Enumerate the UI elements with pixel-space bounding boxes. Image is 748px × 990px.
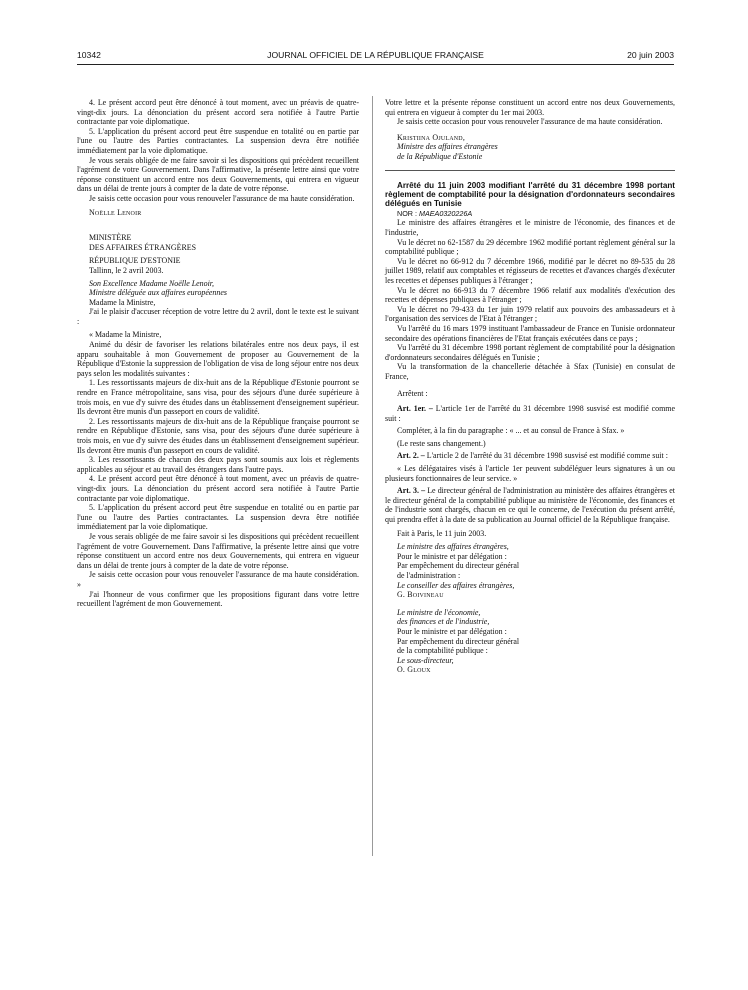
paragraph: 5. L'application du présent accord peut être suspendue en totalité ou en partie par l'une ou l'autre des Parties contractantes. La suspension devra être notifiée immédiatement par la voie diplomatique. — [77, 503, 359, 532]
ministry-block — [77, 233, 359, 266]
sig1-line3: Par empêchement du directeur général — [397, 561, 520, 571]
signature-lenoir: Noëlle Lenoir — [89, 207, 142, 217]
page-header — [77, 50, 674, 64]
journal-title: JOURNAL OFFICIEL DE LA RÉPUBLIQUE FRANÇAISE — [267, 50, 484, 60]
signature-title-1: Ministre des affaires étrangères — [397, 142, 498, 152]
republic-line: RÉPUBLIQUE D'ESTONIE — [89, 256, 181, 266]
paragraph: J'ai l'honneur de vous confirmer que les propositions figurant dans votre lettre recueillent l'agrément de mon Gouvernement. — [77, 589, 359, 609]
paragraph: Je saisis cette occasion pour vous renouveler l'assurance de ma haute considération. » — [77, 570, 359, 589]
paragraph: 2. Les ressortissants majeurs de dix-huit ans de la République française pourront se rendre en République d'Estonie, sans visa, pour des séjours d'une durée supérieure à trois mois, en vue d'y suivre des études dans un établissement d'enseignement supérieur. Ils devront être munis d'un passeport en cours de validité. — [77, 416, 359, 455]
estonia-signature — [385, 133, 675, 162]
signature-title-2: de la République d'Estonie — [397, 151, 483, 161]
paragraph: Je vous serais obligée de me faire savoir si les dispositions qui précèdent recueillent l'agrément de votre Gouvernement. Dans l'affirmative, la présente lettre ainsi que votre réponse constituent un accord entre nos deux Gouvernements, qui entrera en vigueur dans un délai de trente jours à compter de la date de votre réponse. — [77, 531, 359, 570]
sig1-line1: Le ministre des affaires étrangères, — [397, 542, 509, 552]
paragraph: Je saisis cette occasion pour vous renouveler l'assurance de ma haute considération. — [397, 117, 663, 127]
paragraph: Animé du désir de favoriser les relations bilatérales entre nos deux pays, il est apparu souhaitable à mon Gouvernement de proposer au Gouvernement de la République d'Estonie la suppression de l'obligation de visa de long séjour entre nos deux pays selon les modalités suivantes : — [77, 340, 359, 378]
article-2-quote: « Les délégataires visés à l'article 1er peuvent subdéléguer leurs signatures à un ou plusieurs fonctionnaires de leur service. » — [385, 464, 675, 483]
issue-date: 20 juin 2003 — [627, 50, 674, 60]
article-1 — [385, 404, 675, 423]
visa: Vu la transformation de la chancellerie détachée à Sfax (Tunisie) en consulat de France, — [385, 362, 675, 381]
visa: Le ministre des affaires étrangères et le ministre de l'économie, des finances et de l'industrie, — [385, 218, 675, 237]
article-3 — [385, 486, 675, 524]
left-column — [77, 98, 359, 609]
sig1-line5: Le conseiller des affaires étrangères, — [397, 580, 515, 590]
visa: Vu le décret no 62-1587 du 29 décembre 1962 modifié portant règlement général sur la comptabilité publique ; — [385, 237, 675, 257]
sig2-line1: Le ministre de l'économie, — [397, 607, 481, 617]
sig2-line4: Par empêchement du directeur général — [397, 636, 520, 646]
article-1-completer: Compléter, à la fin du paragraphe : « ... et au consul de France à Sfax. » — [397, 426, 625, 436]
fait-a-paris: Fait à Paris, le 11 juin 2003. — [397, 528, 487, 538]
sig2-line3: Pour le ministre et par délégation : — [397, 626, 507, 636]
sig1-line2: Pour le ministre et par délégation : — [397, 551, 507, 561]
paragraph: J'ai le plaisir d'accuser réception de votre lettre du 2 avril, dont le texte est le suivant : — [77, 307, 359, 326]
quoted-salutation: « Madame la Ministre, — [89, 330, 162, 340]
arrete-title: Arrêté du 11 juin 2003 modifiant l'arrêté du 31 décembre 1998 portant règlement de comptabilité pour la désignation d'ordonnateurs secondaires délégués en Tunisie — [385, 180, 675, 209]
section-separator — [385, 170, 675, 171]
article-2-text: L'article 2 de l'arrêté du 31 décembre 1998 susvisé est modifié comme suit : — [426, 451, 668, 461]
signature-name: Kristiina Ojuland, — [397, 132, 466, 142]
paragraph: 1. Les ressortissants majeurs de dix-huit ans de la République d'Estonie pourront se rendre en France métropolitaine, sans visa, pour des séjours d'une durée supérieure à trois mois, en vue d'y suivre des études dans un établissement d'enseignement supérieur. Ils devront être munis d'un passeport en cours de validité. — [77, 378, 359, 417]
visa: Vu le décret no 79-433 du 1er juin 1979 relatif aux pouvoirs des ambassadeurs et à l'organisation des services de l'Etat à l'étranger ; — [385, 304, 675, 324]
visa: Vu l'arrêté du 31 décembre 1998 portant règlement de comptabilité pour la désignation d'ordonnateurs secondaires délégués en Tunisie ; — [385, 343, 675, 362]
arretent: Arrêtent : — [397, 389, 428, 399]
visa: Vu le décret no 66-912 du 7 décembre 1966, modifié par le décret no 89-535 du 28 juillet 1989, relatif aux comptables et régisseurs de recettes et d'avances chargés d'exécuter les recettes et dépenses publiques à l'étranger ; — [385, 256, 675, 285]
paragraph: Je vous serais obligée de me faire savoir si les dispositions qui précèdent recueillent l'agrément de votre Gouvernement. Dans l'affirmative, la présente lettre ainsi que votre réponse constituent un accord entre nos deux Gouvernements, qui entrera en vigueur dans un délai de trente jours à compter de la date de votre réponse. — [77, 155, 359, 194]
article-3-label: Art. 3. – — [397, 486, 426, 496]
article-1-reste: (Le reste sans changement.) — [397, 438, 486, 448]
sig2-line2: des finances et de l'industrie, — [397, 617, 490, 627]
right-column — [385, 98, 675, 675]
ministry-line-1: MINISTÈRE — [89, 233, 132, 243]
signature-block-foreign-affairs — [385, 542, 675, 600]
article-1-text: L'article 1er de l'arrêté du 31 décembre 1998 susvisé est modifié comme suit : — [385, 404, 675, 423]
header-rule — [77, 64, 674, 65]
article-1-label: Art. 1er. – — [397, 404, 433, 414]
paragraph: 3. Les ressortissants de chacun des deux pays sont soumis aux lois et règlements applicables au séjour et au travail des étrangers dans l'autre pays. — [77, 455, 359, 474]
addressee-line-1: Son Excellence Madame Noëlle Lenoir, — [89, 278, 214, 288]
paragraph: Je saisis cette occasion pour vous renouveler l'assurance de ma haute considération. — [89, 193, 355, 203]
nor-code: MAEA0320226A — [418, 208, 473, 218]
visa: Vu le décret no 66-913 du 7 décembre 1966 relatif aux modalités d'exécution des recettes et dépenses publiques à l'étranger ; — [385, 285, 675, 305]
paragraph: 4. Le présent accord peut être dénoncé à tout moment, avec un préavis de quatre-vingt-dix jours. La dénonciation du présent accord sera notifiée à l'autre Partie contractante par voie diplomatique. — [77, 98, 359, 127]
article-2 — [385, 451, 675, 461]
paragraph: 5. L'application du présent accord peut être suspendue en totalité ou en partie par l'une ou l'autre des Parties contractantes. La suspension devra être notifiée immédiatement par la voie diplomatique. — [77, 126, 359, 155]
signature-block-economy — [385, 608, 545, 675]
ministry-line-2: DES AFFAIRES ÉTRANGÈRES — [89, 242, 197, 252]
column-divider — [372, 96, 373, 856]
salutation: Madame la Ministre, — [89, 297, 156, 307]
sig2-line6: Le sous-directeur, — [397, 655, 454, 665]
paragraph: 4. Le présent accord peut être dénoncé à tout moment, avec un préavis de quatre-vingt-dix jours. La dénonciation du présent accord sera notifiée à l'autre Partie contractante par voie diplomatique. — [77, 474, 359, 503]
sig1-line4: de l'administration : — [397, 570, 461, 580]
sig2-line5: de la comptabilité publique : — [397, 646, 488, 656]
paragraph: Votre lettre et la présente réponse constituent un accord entre nos deux Gouvernements, qui entrera en vigueur à compter du 1er mai 2003. — [385, 98, 675, 117]
nor-reference — [385, 209, 675, 219]
addressee-line-2: Ministre déléguée aux affaires européennes — [89, 288, 227, 298]
visa: Vu l'arrêté du 16 mars 1979 instituant l'ambassadeur de France en Tunisie ordonnateur secondaire des opérations financières de l'Etat français exécutées dans ce pays ; — [385, 323, 675, 343]
nor-label: NOR : — [397, 208, 417, 218]
article-3-text: Le directeur général de l'administration au ministère des affaires étrangères et le directeur général de la comptabilité publique au ministère de l'économie, des finances et de l'industrie sont chargés, chacun en ce qui le concerne, de l'exécution du présent arrêté, qui prendra effet à la date de sa publication au Journal officiel de la République française. — [385, 486, 675, 524]
sig1-name: G. Boivineau — [397, 590, 444, 600]
page-number: 10342 — [77, 50, 101, 60]
place-date: Tallinn, le 2 avril 2003. — [89, 265, 164, 275]
sig2-name: O. Gloux — [397, 665, 431, 675]
article-2-label: Art. 2. – — [397, 451, 425, 461]
